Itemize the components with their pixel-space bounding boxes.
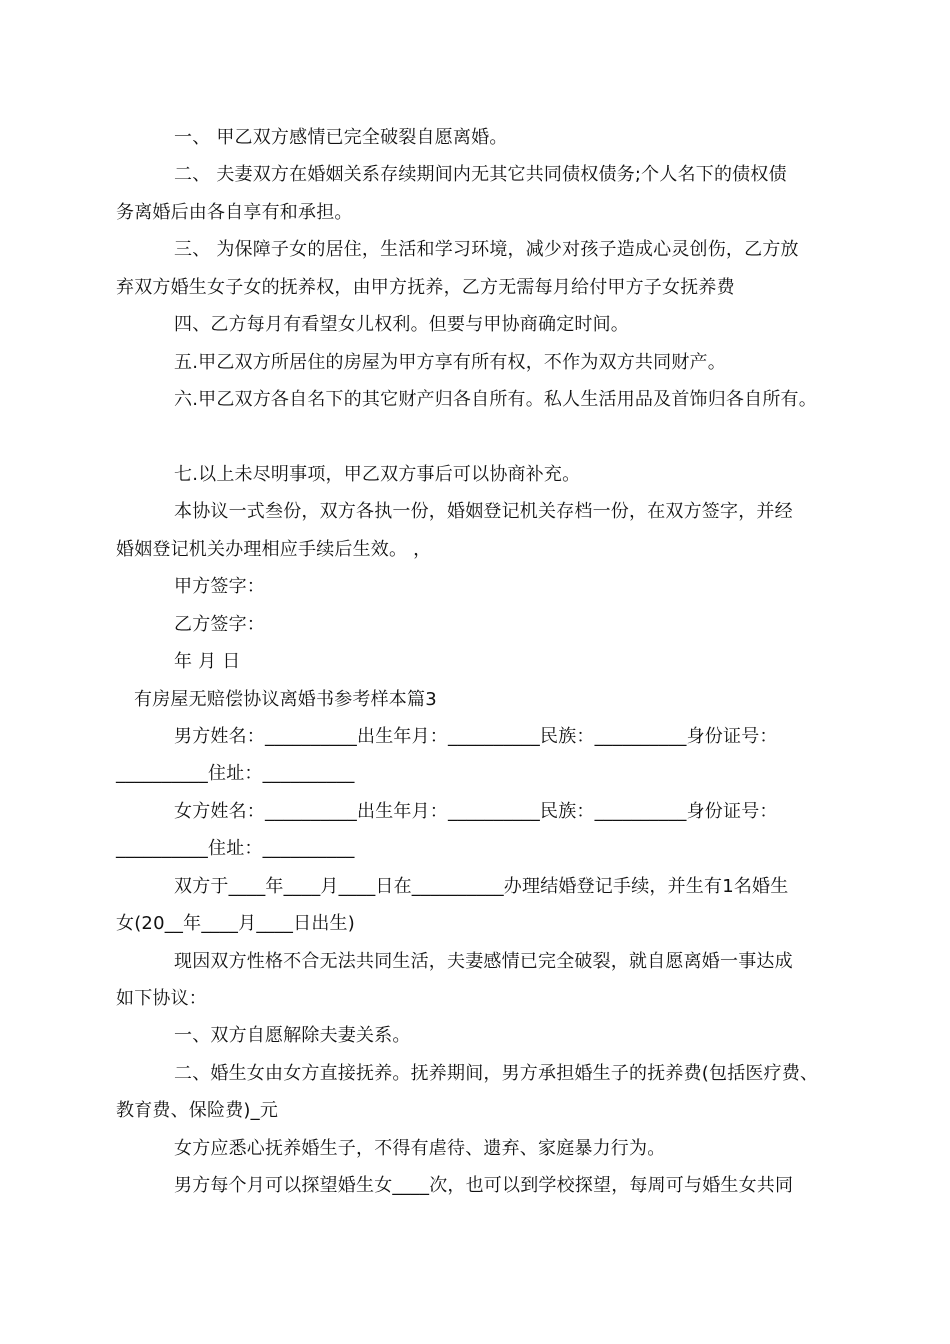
visitation: 男方每个月可以探望婚生女____次，也可以到学校探望，每周可与婚生女共同 xyxy=(174,1175,794,1196)
agreement-copies-cont: 婚姻登记机关办理相应手续后生效。 ， xyxy=(116,539,432,560)
marriage-registration: 双方于____年____月____日在__________办理结婚登记手续，并生有1名婚生 xyxy=(174,876,789,897)
clause-3-cont: 弃双方婚生女子女的抚养权，由甲方抚养，乙方无需每月给付甲方子女抚养费 xyxy=(116,277,735,298)
agreement-item-1: 一、双方自愿解除夫妻关系。 xyxy=(174,1025,411,1046)
party-b-signature: 乙方签字： xyxy=(174,614,265,635)
clause-6: 六.甲乙双方各自名下的其它财产归各自所有。私人生活用品及首饰归各自所有。 xyxy=(174,389,817,410)
female-info-cont: __________住址：__________ xyxy=(116,838,355,859)
agreement-copies: 本协议一式叁份，双方各执一份，婚姻登记机关存档一份，在双方签字，并经 xyxy=(174,501,793,522)
male-info-cont: __________住址：__________ xyxy=(116,763,355,784)
clause-4: 四、乙方每月有看望女儿权利。但要与甲协商确定时间。 xyxy=(174,314,629,335)
agreement-item-2: 二、婚生女由女方直接抚养。抚养期间，男方承担婚生子的抚养费(包括医疗费、 xyxy=(174,1063,819,1084)
male-info: 男方姓名：__________出生年月：__________民族：__________身份证号： xyxy=(174,726,778,747)
clause-7: 七.以上未尽明事项，甲乙双方事后可以协商补充。 xyxy=(174,464,581,485)
clause-3: 三、 为保障子女的居住，生活和学习环境，减少对孩子造成心灵创伤，乙方放 xyxy=(174,239,799,260)
clause-1: 一、 甲乙双方感情已完全破裂自愿离婚。 xyxy=(174,127,508,148)
section-title: 有房屋无赔偿协议离婚书参考样本篇3 xyxy=(134,689,437,710)
clause-5: 五.甲乙双方所居住的房屋为甲方享有所有权，不作为双方共同财产。 xyxy=(174,352,726,373)
clause-2-cont: 务离婚后由各自享有和承担。 xyxy=(116,202,353,223)
agreement-item-2-cont: 教育费、保险费)_元 xyxy=(116,1100,279,1121)
clause-2: 二、 夫妻双方在婚姻关系存续期间内无其它共同债权债务;个人名下的债权债 xyxy=(174,164,787,185)
divorce-reason-cont: 如下协议： xyxy=(116,988,207,1009)
marriage-registration-cont: 女(20__年____月____日出生) xyxy=(116,913,355,934)
party-a-signature: 甲方签字： xyxy=(174,576,265,597)
divorce-reason: 现因双方性格不合无法共同生活，夫妻感情已完全破裂，就自愿离婚一事达成 xyxy=(174,951,793,972)
female-info: 女方姓名：__________出生年月：__________民族：__________身份证号： xyxy=(174,801,778,822)
date-line: 年 月 日 xyxy=(174,651,241,672)
custody-duty: 女方应悉心抚养婚生子，不得有虐待、遗弃、家庭暴力行为。 xyxy=(174,1138,666,1159)
